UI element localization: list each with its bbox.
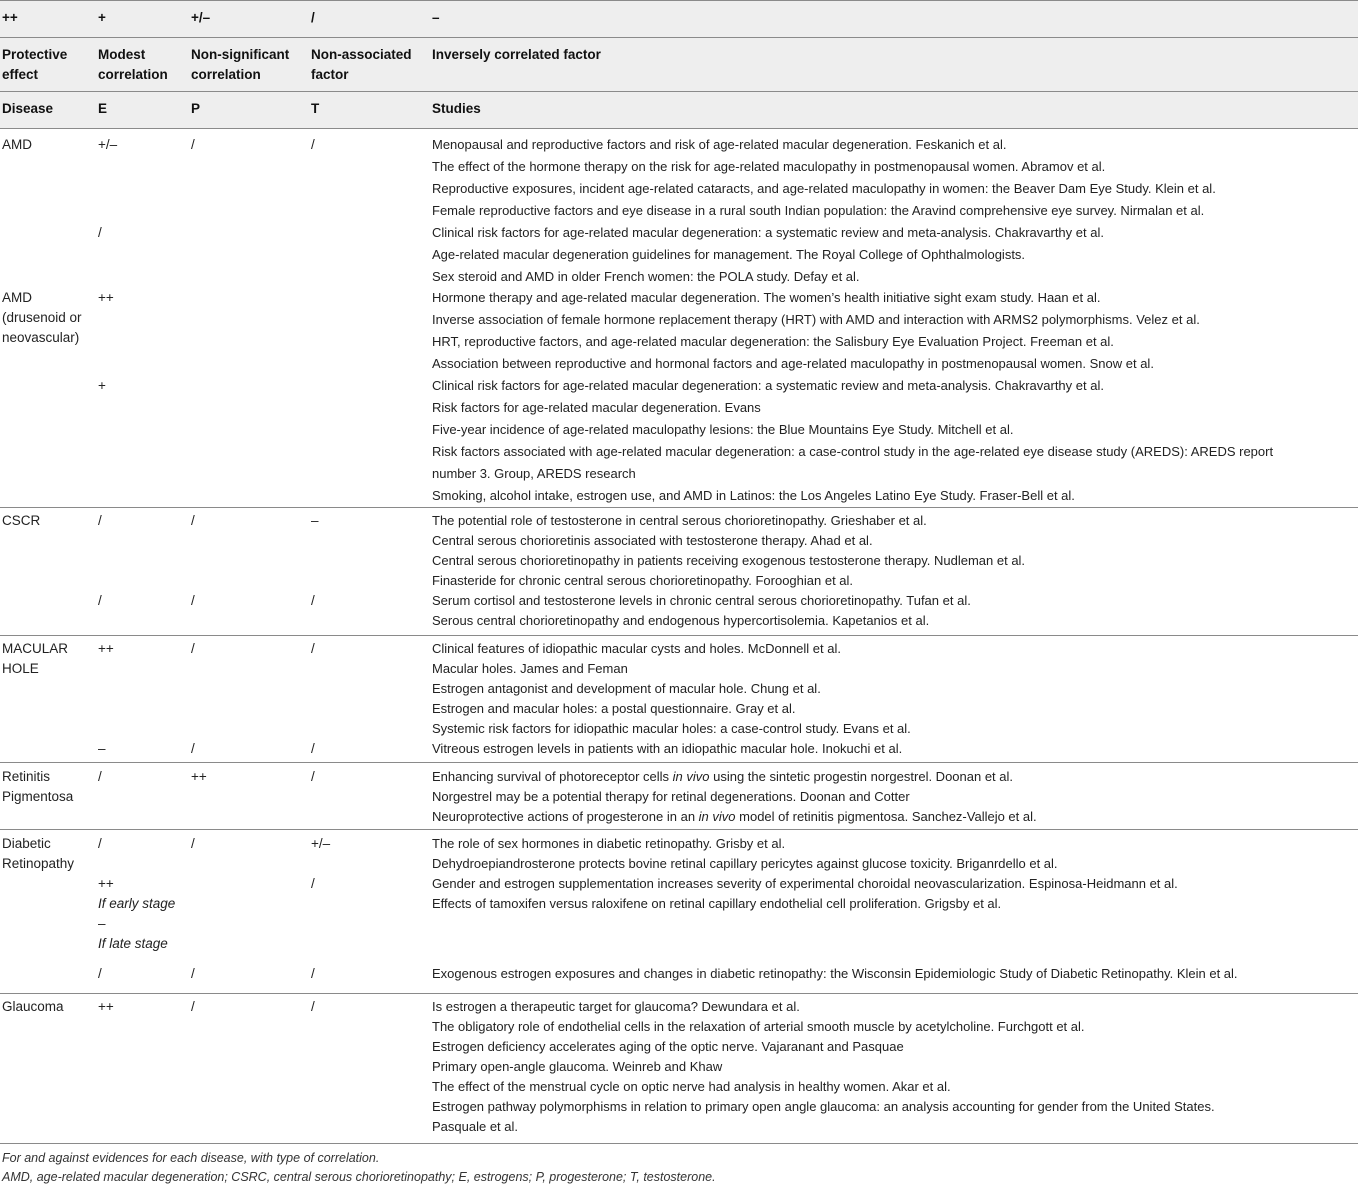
study-citation: Primary open-angle glaucoma. Weinreb and Khaw — [432, 1059, 723, 1074]
rule — [0, 0, 1358, 1]
column-header-t: T — [311, 101, 320, 116]
column-header-e: E — [98, 101, 108, 116]
group-divider — [0, 829, 1358, 830]
study-citation: Pasquale et al. — [432, 1119, 519, 1134]
study-citation: Enhancing survival of photoreceptor cells in vivo using the sintetic progestin norgestrel. Doonan et al. — [432, 769, 1014, 784]
study-citation: Estrogen pathway polymorphisms in relation to primary open angle glaucoma: an analysis accounting for gender from the United States. — [432, 1099, 1215, 1114]
rule — [0, 37, 1358, 38]
estrogen-condition-note: If early stage — [98, 896, 176, 911]
study-citation: Is estrogen a therapeutic target for glaucoma? Dewundara et al. — [432, 999, 800, 1014]
legend-description: factor — [311, 67, 349, 82]
study-citation: The potential role of testosterone in central serous chorioretinopathy. Grieshaber et al. — [432, 513, 927, 528]
estrogen-correlation: / — [98, 966, 102, 981]
testosterone-correlation: / — [311, 641, 315, 656]
study-citation: Gender and estrogen supplementation increases severity of experimental choroidal neovascularization. Espinosa-Heidmann et al. — [432, 876, 1178, 891]
testosterone-correlation: – — [311, 513, 319, 528]
column-header-band — [0, 91, 1358, 128]
study-citation: Vitreous estrogen levels in patients with an idiopathic macular hole. Inokuchi et al. — [432, 741, 903, 756]
study-citation: HRT, reproductive factors, and age-related macular degeneration: the Salisbury Eye Evaluation Project. Freeman et al. — [432, 334, 1114, 349]
disease-name: Diabetic — [2, 836, 51, 851]
progesterone-correlation: ++ — [191, 769, 207, 784]
study-citation: The effect of the menstrual cycle on optic nerve had analysis in healthy women. Akar et al. — [432, 1079, 951, 1094]
study-citation: Clinical risk factors for age-related macular degeneration: a systematic review and meta-analysis. Chakravarthy et al. — [432, 378, 1104, 393]
study-citation: Neuroprotective actions of progesterone in an in vivo model of retinitis pigmentosa. Sanchez-Vallejo et al. — [432, 809, 1037, 824]
testosterone-correlation: / — [311, 593, 315, 608]
disease-name: Retinitis — [2, 769, 51, 784]
legend-description: correlation — [98, 67, 168, 82]
estrogen-correlation: ++ — [98, 290, 114, 305]
testosterone-correlation: / — [311, 137, 315, 152]
estrogen-correlation: / — [98, 513, 102, 528]
study-citation: Menopausal and reproductive factors and risk of age-related macular degeneration. Feskanich et al. — [432, 137, 1007, 152]
study-citation: Reproductive exposures, incident age-related cataracts, and age-related maculopathy in women: the Beaver Dam Eye Study. Klein et al. — [432, 181, 1216, 196]
study-citation: Inverse association of female hormone replacement therapy (HRT) with AMD and interaction with ARMS2 polymorphisms. Velez et al. — [432, 312, 1200, 327]
testosterone-correlation: / — [311, 741, 315, 756]
legend-description: correlation — [191, 67, 261, 82]
footnote: For and against evidences for each disease, with type of correlation. — [2, 1151, 380, 1165]
study-citation: Central serous chorioretinopathy in patients receiving exogenous testosterone therapy. Nudleman et al. — [432, 553, 1026, 568]
study-citation: The effect of the hormone therapy on the risk for age-related maculopathy in postmenopausal women. Abramov et al. — [432, 159, 1106, 174]
legend-description: Modest — [98, 47, 146, 62]
legend-symbol: ++ — [2, 10, 18, 25]
study-citation: Risk factors for age-related macular degeneration. Evans — [432, 400, 761, 415]
study-citation: Female reproductive factors and eye disease in a rural south Indian population: the Aravind comprehensive eye survey. Nirmalan et al. — [432, 203, 1205, 218]
disease-name: neovascular) — [2, 330, 80, 345]
estrogen-correlation: – — [98, 916, 106, 931]
progesterone-correlation: / — [191, 593, 195, 608]
estrogen-correlation: + — [98, 378, 106, 393]
legend-description: Inversely correlated factor — [432, 47, 601, 62]
progesterone-correlation: / — [191, 741, 195, 756]
disease-name: Pigmentosa — [2, 789, 74, 804]
testosterone-correlation: / — [311, 769, 315, 784]
testosterone-correlation: / — [311, 876, 315, 891]
disease-name: Glaucoma — [2, 999, 64, 1014]
italic-term: in vivo — [698, 809, 736, 824]
estrogen-correlation: – — [98, 741, 106, 756]
study-citation: Norgestrel may be a potential therapy for retinal degenerations. Doonan and Cotter — [432, 789, 910, 804]
study-citation: Finasteride for chronic central serous chorioretinopathy. Forooghian et al. — [432, 573, 854, 588]
study-citation: Estrogen antagonist and development of macular hole. Chung et al. — [432, 681, 821, 696]
group-divider — [0, 507, 1358, 508]
disease-name: AMD — [2, 137, 32, 152]
legend-symbol: + — [98, 10, 106, 25]
study-citation: Risk factors associated with age-related macular degeneration: a case-control study in the age-related eye disease study (AREDS): AREDS report — [432, 444, 1274, 459]
group-divider — [0, 1143, 1358, 1144]
study-citation: Serous central chorioretinopathy and endogenous hypercortisolemia. Kapetanios et al. — [432, 613, 930, 628]
study-citation: Systemic risk factors for idiopathic macular holes: a case-control study. Evans et al. — [432, 721, 911, 736]
disease-name: HOLE — [2, 661, 39, 676]
progesterone-correlation: / — [191, 513, 195, 528]
study-citation: Smoking, alcohol intake, estrogen use, and AMD in Latinos: the Los Angeles Latino Eye Study. Fraser-Bell et al. — [432, 488, 1075, 503]
study-citation: Sex steroid and AMD in older French women: the POLA study. Defay et al. — [432, 269, 860, 284]
testosterone-correlation: / — [311, 999, 315, 1014]
study-citation: Dehydroepiandrosterone protects bovine retinal capillary pericytes against glucose toxicity. Briganrdello et al. — [432, 856, 1058, 871]
progesterone-correlation: / — [191, 999, 195, 1014]
estrogen-correlation: ++ — [98, 999, 114, 1014]
group-divider — [0, 635, 1358, 636]
estrogen-correlation: ++ — [98, 641, 114, 656]
study-citation: Association between reproductive and hormonal factors and age-related maculopathy in postmenopausal women. Snow et al. — [432, 356, 1154, 371]
study-citation: Clinical risk factors for age-related macular degeneration: a systematic review and meta-analysis. Chakravarthy et al. — [432, 225, 1104, 240]
testosterone-correlation: +/– — [311, 836, 331, 851]
disease-name: MACULAR — [2, 641, 69, 656]
progesterone-correlation: / — [191, 966, 195, 981]
estrogen-correlation: / — [98, 769, 102, 784]
study-citation: Estrogen and macular holes: a postal questionnaire. Gray et al. — [432, 701, 796, 716]
column-header-p: P — [191, 101, 201, 116]
disease-name: Retinopathy — [2, 856, 75, 871]
column-header-disease: Disease — [2, 101, 54, 116]
study-citation: Serum cortisol and testosterone levels in chronic central serous chorioretinopathy. Tufan et al. — [432, 593, 971, 608]
study-citation: Five-year incidence of age-related maculopathy lesions: the Blue Mountains Eye Study. Mitchell et al. — [432, 422, 1014, 437]
study-citation: The obligatory role of endothelial cells in the relaxation of arterial smooth muscle by acetylcholine. Furchgott et al. — [432, 1019, 1085, 1034]
estrogen-correlation: / — [98, 836, 102, 851]
study-citation: Estrogen deficiency accelerates aging of the optic nerve. Vajaranant and Pasquae — [432, 1039, 904, 1054]
estrogen-condition-note: If late stage — [98, 936, 168, 951]
italic-term: in vivo — [672, 769, 710, 784]
progesterone-correlation: / — [191, 836, 195, 851]
disease-name: (drusenoid or — [2, 310, 82, 325]
study-citation: Central serous chorioretinis associated with testosterone therapy. Ahad et al. — [432, 533, 873, 548]
legend-symbol: – — [432, 10, 440, 25]
legend-symbol: +/– — [191, 10, 211, 25]
legend-description: Protective — [2, 47, 68, 62]
group-divider — [0, 762, 1358, 763]
study-citation: Clinical features of idiopathic macular cysts and holes. McDonnell et al. — [432, 641, 841, 656]
rule — [0, 91, 1358, 92]
legend-description: Non-significant — [191, 47, 290, 62]
footnote: AMD, age-related macular degeneration; CSRC, central serous chorioretinopathy; E, estrogens; P, progesterone; T, testosterone. — [2, 1170, 716, 1184]
study-citation: Hormone therapy and age-related macular degeneration. The women’s health initiative sight exam study. Haan et al. — [432, 290, 1101, 305]
legend-description: Non-associated — [311, 47, 412, 62]
study-citation: number 3. Group, AREDS research — [432, 466, 636, 481]
progesterone-correlation: / — [191, 137, 195, 152]
legend-symbol: / — [311, 10, 315, 25]
testosterone-correlation: / — [311, 966, 315, 981]
estrogen-correlation: / — [98, 593, 102, 608]
rule — [0, 128, 1358, 129]
study-citation: Exogenous estrogen exposures and changes in diabetic retinopathy: the Wisconsin Epidemiologic Study of Diabetic Retinopathy. Klein et al. — [432, 966, 1238, 981]
legend-description: effect — [2, 67, 39, 82]
estrogen-correlation: +/– — [98, 137, 118, 152]
study-citation: Effects of tamoxifen versus raloxifene on retinal capillary endothelial cell proliferation. Grigsby et al. — [432, 896, 1002, 911]
study-citation: The role of sex hormones in diabetic retinopathy. Grisby et al. — [432, 836, 786, 851]
progesterone-correlation: / — [191, 641, 195, 656]
column-header-studies: Studies — [432, 101, 481, 116]
estrogen-correlation: ++ — [98, 876, 114, 891]
study-citation: Macular holes. James and Feman — [432, 661, 628, 676]
study-citation: Age-related macular degeneration guidelines for management. The Royal College of Ophthalmologists. — [432, 247, 1026, 262]
disease-name: AMD — [2, 290, 32, 305]
group-divider — [0, 993, 1358, 994]
estrogen-correlation: / — [98, 225, 102, 240]
disease-name: CSCR — [2, 513, 41, 528]
